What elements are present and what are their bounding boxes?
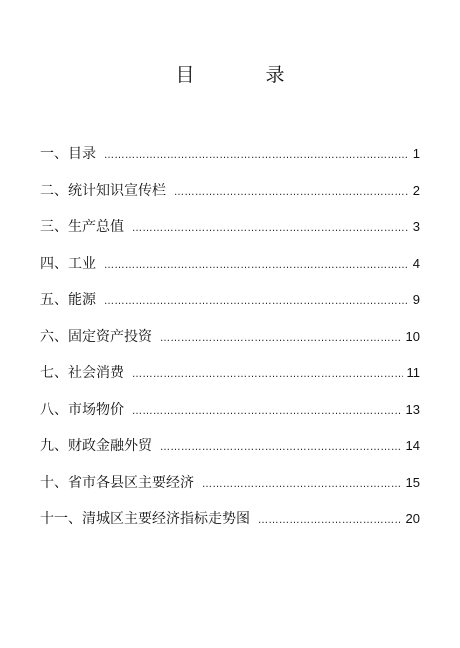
table-of-contents: [40, 142, 420, 544]
dot-leader: [104, 290, 409, 314]
toc-page-number: 20: [405, 511, 420, 526]
toc-entry-label: 十一、清城区主要经济指标走势图: [40, 511, 250, 527]
toc-entry-label: 六、固定资产投资: [40, 328, 152, 345]
dot-leader: [174, 181, 409, 205]
toc-page-number: 14: [405, 438, 420, 453]
dot-leader: [202, 473, 402, 497]
toc-entry: [40, 288, 420, 325]
dot-leader: [160, 436, 402, 460]
toc-page-number: 9: [412, 292, 420, 307]
dot-leader: [104, 144, 409, 168]
toc-entry-label: 三、生产总值: [40, 219, 124, 235]
toc-page-number: 10: [405, 328, 420, 344]
toc-entry: [40, 471, 420, 508]
toc-entry-label: 五、能源: [40, 292, 96, 308]
toc-entry-label: 七、社会消费: [40, 365, 124, 381]
toc-page-number: 4: [412, 255, 420, 271]
toc-entry: [40, 179, 420, 216]
toc-entry-label: 十、省市各县区主要经济: [40, 474, 194, 491]
toc-entry: [40, 434, 420, 471]
toc-page-number: 1: [412, 146, 420, 161]
toc-entry: [40, 142, 420, 179]
toc-entry: [40, 398, 420, 435]
toc-page-number: 15: [405, 474, 420, 490]
dot-leader: [258, 509, 402, 533]
dot-leader: [132, 363, 403, 387]
toc-entry-label: 四、工业: [40, 255, 96, 272]
toc-entry: [40, 252, 420, 289]
toc-entry: [40, 325, 420, 362]
toc-page-number: 11: [406, 365, 420, 380]
page-title: 目 录: [175, 64, 311, 86]
toc-entry-label: 八、市场物价: [40, 401, 124, 418]
dot-leader: [132, 217, 409, 241]
dot-leader: [132, 400, 402, 424]
toc-page-number: 2: [412, 182, 420, 198]
dot-leader: [104, 254, 409, 278]
toc-entry: [40, 507, 420, 544]
toc-entry-label: 一、目录: [40, 146, 96, 162]
toc-page-number: 3: [412, 219, 420, 234]
toc-page-number: 13: [405, 401, 420, 417]
toc-entry: [40, 215, 420, 252]
toc-entry-label: 二、统计知识宣传栏: [40, 182, 166, 199]
toc-entry-label: 九、财政金融外贸: [40, 438, 152, 454]
toc-entry: [40, 361, 420, 398]
dot-leader: [160, 327, 402, 351]
